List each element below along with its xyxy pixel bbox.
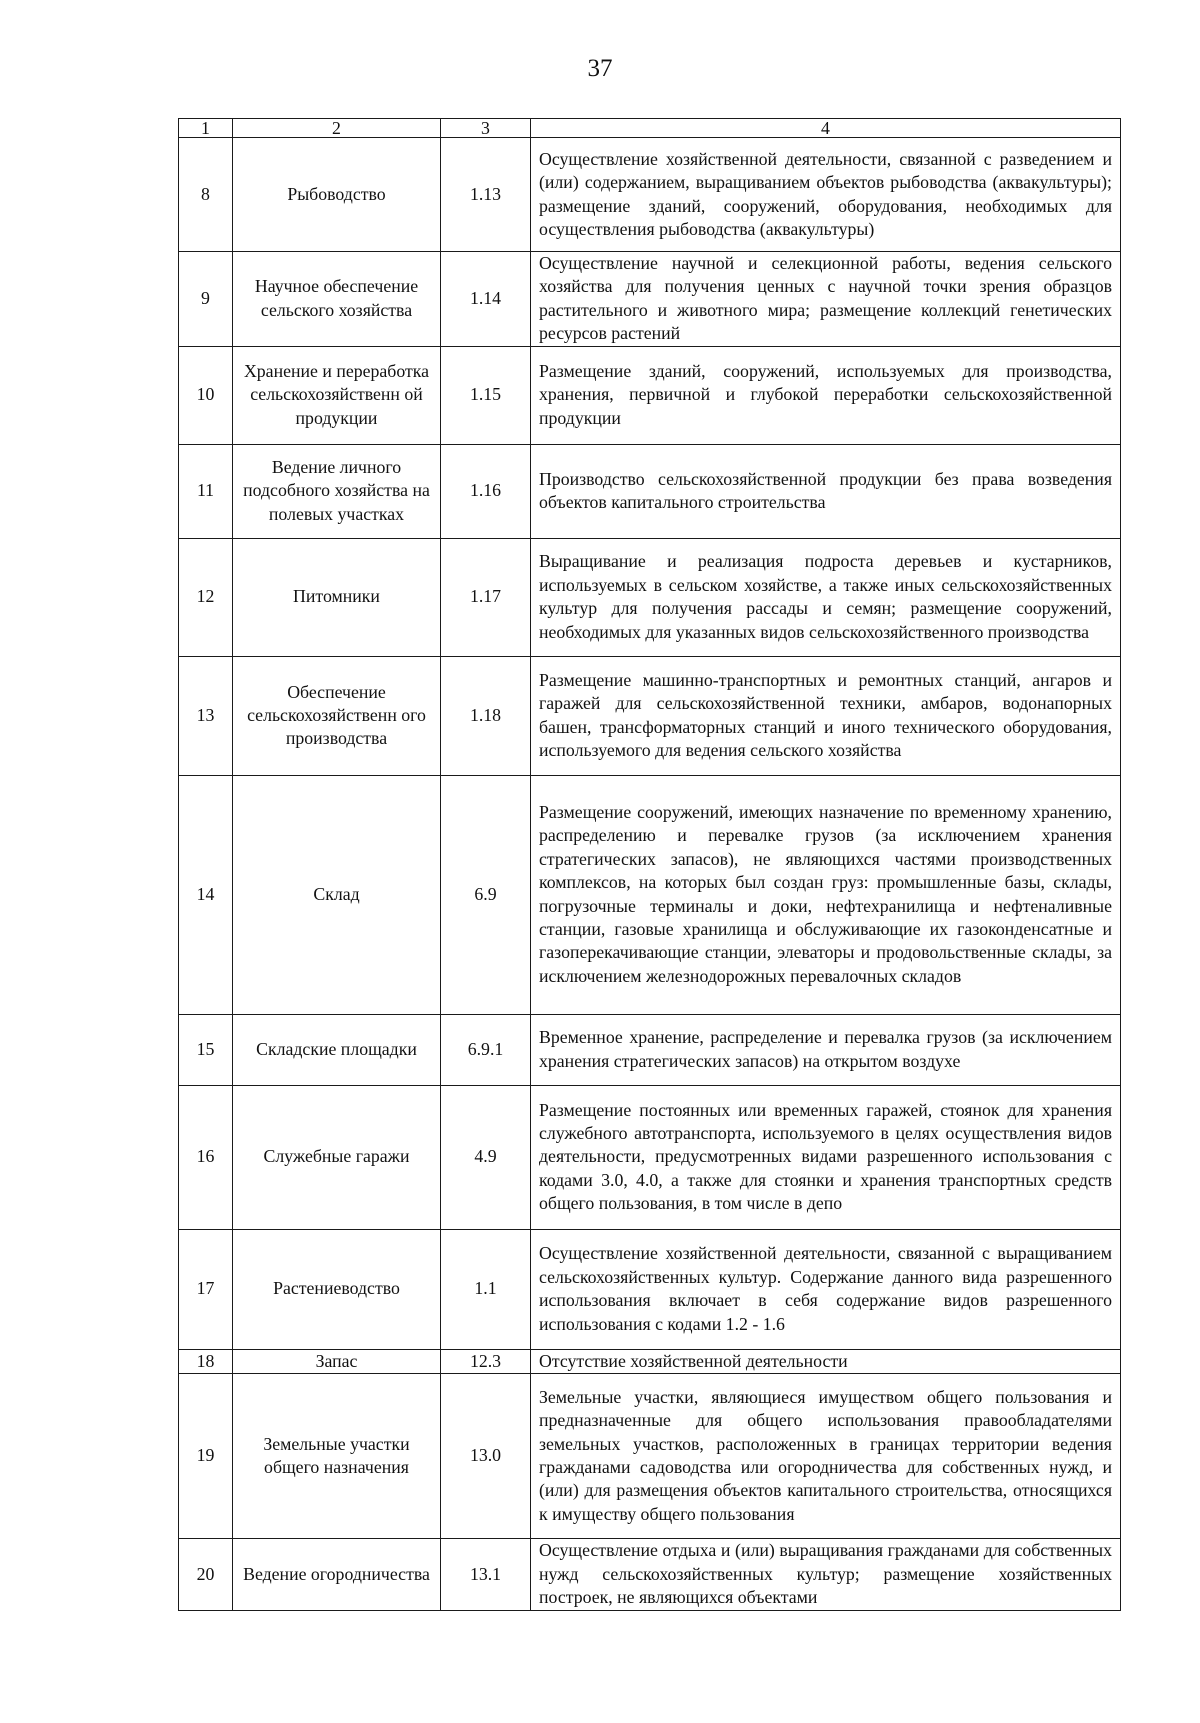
row-description: Осуществление научной и селекционной работы, ведения сельского хозяйства для получения ценных с научной точки зрения образцов растительного и животного мира; размещение коллекций генетических ресурсов растений xyxy=(531,252,1121,347)
row-name: Служебные гаражи xyxy=(233,1085,441,1229)
row-description: Производство сельскохозяйственной продукции без права возведения объектов капитального строительства xyxy=(531,444,1121,538)
table-row xyxy=(179,1229,1121,1349)
row-code: 1.16 xyxy=(441,444,531,538)
row-code: 4.9 xyxy=(441,1085,531,1229)
row-name: Обеспечение сельскохозяйственн ого производства xyxy=(233,656,441,775)
table-row xyxy=(179,252,1121,347)
header-col-4: 4 xyxy=(531,119,1121,138)
row-description: Размещение постоянных или временных гаражей, стоянок для хранения служебного автотранспорта, используемого в целях осуществления видов деятельности, предусмотренных видами разрешенного использования с кодами 3.0, 4.0, а также для стоянки и хранения транспортных средств общего пользования, в том числе в депо xyxy=(531,1085,1121,1229)
row-number: 15 xyxy=(179,1014,233,1085)
row-code: 6.9 xyxy=(441,775,531,1014)
row-description: Временное хранение, распределение и перевалка грузов (за исключением хранения стратегических запасов) на открытом воздухе xyxy=(531,1014,1121,1085)
header-row xyxy=(179,119,1121,138)
table-row xyxy=(179,1374,1121,1539)
row-code: 1.14 xyxy=(441,252,531,347)
row-number: 11 xyxy=(179,444,233,538)
row-name: Хранение и переработка сельскохозяйственн ой продукции xyxy=(233,346,441,444)
row-code: 1.13 xyxy=(441,138,531,252)
row-name: Растениеводство xyxy=(233,1229,441,1349)
row-code: 13.0 xyxy=(441,1374,531,1539)
row-code: 13.1 xyxy=(441,1539,531,1611)
row-description: Размещение зданий, сооружений, используемых для производства, хранения, первичной и глубокой переработки сельскохозяйственной продукции xyxy=(531,346,1121,444)
row-description: Выращивание и реализация подроста деревьев и кустарников, используемых в сельском хозяйстве, а также иных сельскохозяйственных культур для получения рассады и семян; размещение сооружений, необходимых для указанных видов сельскохозяйственного производства xyxy=(531,538,1121,656)
row-name: Запас xyxy=(233,1349,441,1373)
table-row xyxy=(179,1349,1121,1373)
row-name: Ведение личного подсобного хозяйства на полевых участках xyxy=(233,444,441,538)
row-description: Осуществление хозяйственной деятельности, связанной с выращиванием сельскохозяйственных культур. Содержание данного вида разрешенного использования включает в себя содержание видов разрешенного использования с кодами 1.2 - 1.6 xyxy=(531,1229,1121,1349)
row-name: Склад xyxy=(233,775,441,1014)
table-row xyxy=(179,1085,1121,1229)
row-name: Ведение огородничества xyxy=(233,1539,441,1611)
row-description: Размещение машинно-транспортных и ремонтных станций, ангаров и гаражей для сельскохозяйственной техники, амбаров, водонапорных башен, трансформаторных станций и иного технического оборудования, используемого для ведения сельского хозяйства xyxy=(531,656,1121,775)
row-code: 1.15 xyxy=(441,346,531,444)
row-name: Научное обеспечение сельского хозяйства xyxy=(233,252,441,347)
row-description: Осуществление отдыха и (или) выращивания гражданами для собственных нужд сельскохозяйственных культур; размещение хозяйственных построек, не являющихся объектами xyxy=(531,1539,1121,1611)
row-code: 1.1 xyxy=(441,1229,531,1349)
table-row xyxy=(179,656,1121,775)
table-row xyxy=(179,538,1121,656)
row-number: 16 xyxy=(179,1085,233,1229)
row-name: Рыбоводство xyxy=(233,138,441,252)
table-row xyxy=(179,775,1121,1014)
row-number: 20 xyxy=(179,1539,233,1611)
row-description: Земельные участки, являющиеся имуществом общего пользования и предназначенные для общего использования правообладателями земельных участков, расположенных в границах территории ведения гражданами садоводства или огородничества для собственных нужд, и (или) для размещения объектов капитального строительства, относящихся к имуществу общего пользования xyxy=(531,1374,1121,1539)
table-body xyxy=(179,138,1121,1611)
row-number: 13 xyxy=(179,656,233,775)
row-code: 6.9.1 xyxy=(441,1014,531,1085)
row-name: Земельные участки общего назначения xyxy=(233,1374,441,1539)
row-code: 1.17 xyxy=(441,538,531,656)
header-col-2: 2 xyxy=(233,119,441,138)
row-description: Размещение сооружений, имеющих назначение по временному хранению, распределению и перевалке грузов (за исключением хранения стратегических запасов), не являющихся частями производственных комплексов, на которых был создан груз: промышленные базы, склады, погрузочные терминалы и доки, нефтехранилища и нефтеналивные станции, газовые хранилища и обслуживающие их газоконденсатные и газоперекачивающие станции, элеваторы и продовольственные склады, за исключением железнодорожных перевалочных складов xyxy=(531,775,1121,1014)
table-row xyxy=(179,1539,1121,1611)
row-name: Складские площадки xyxy=(233,1014,441,1085)
row-code: 12.3 xyxy=(441,1349,531,1373)
table-row xyxy=(179,138,1121,252)
header-col-1: 1 xyxy=(179,119,233,138)
row-number: 17 xyxy=(179,1229,233,1349)
row-number: 9 xyxy=(179,252,233,347)
header-col-3: 3 xyxy=(441,119,531,138)
row-name: Питомники xyxy=(233,538,441,656)
page-number: 37 xyxy=(587,55,613,82)
table-header xyxy=(179,119,1121,138)
row-description: Осуществление хозяйственной деятельности, связанной с разведением и (или) содержанием, выращиванием объектов рыбоводства (аквакультуры); размещение зданий, сооружений, оборудования, необходимых для осуществления рыбоводства (аквакультуры) xyxy=(531,138,1121,252)
row-number: 18 xyxy=(179,1349,233,1373)
row-number: 14 xyxy=(179,775,233,1014)
row-code: 1.18 xyxy=(441,656,531,775)
table-row xyxy=(179,1014,1121,1085)
row-number: 8 xyxy=(179,138,233,252)
land-use-table xyxy=(178,118,1121,1611)
row-description: Отсутствие хозяйственной деятельности xyxy=(531,1349,1121,1373)
table-row xyxy=(179,346,1121,444)
row-number: 10 xyxy=(179,346,233,444)
row-number: 19 xyxy=(179,1374,233,1539)
row-number: 12 xyxy=(179,538,233,656)
table-row xyxy=(179,444,1121,538)
